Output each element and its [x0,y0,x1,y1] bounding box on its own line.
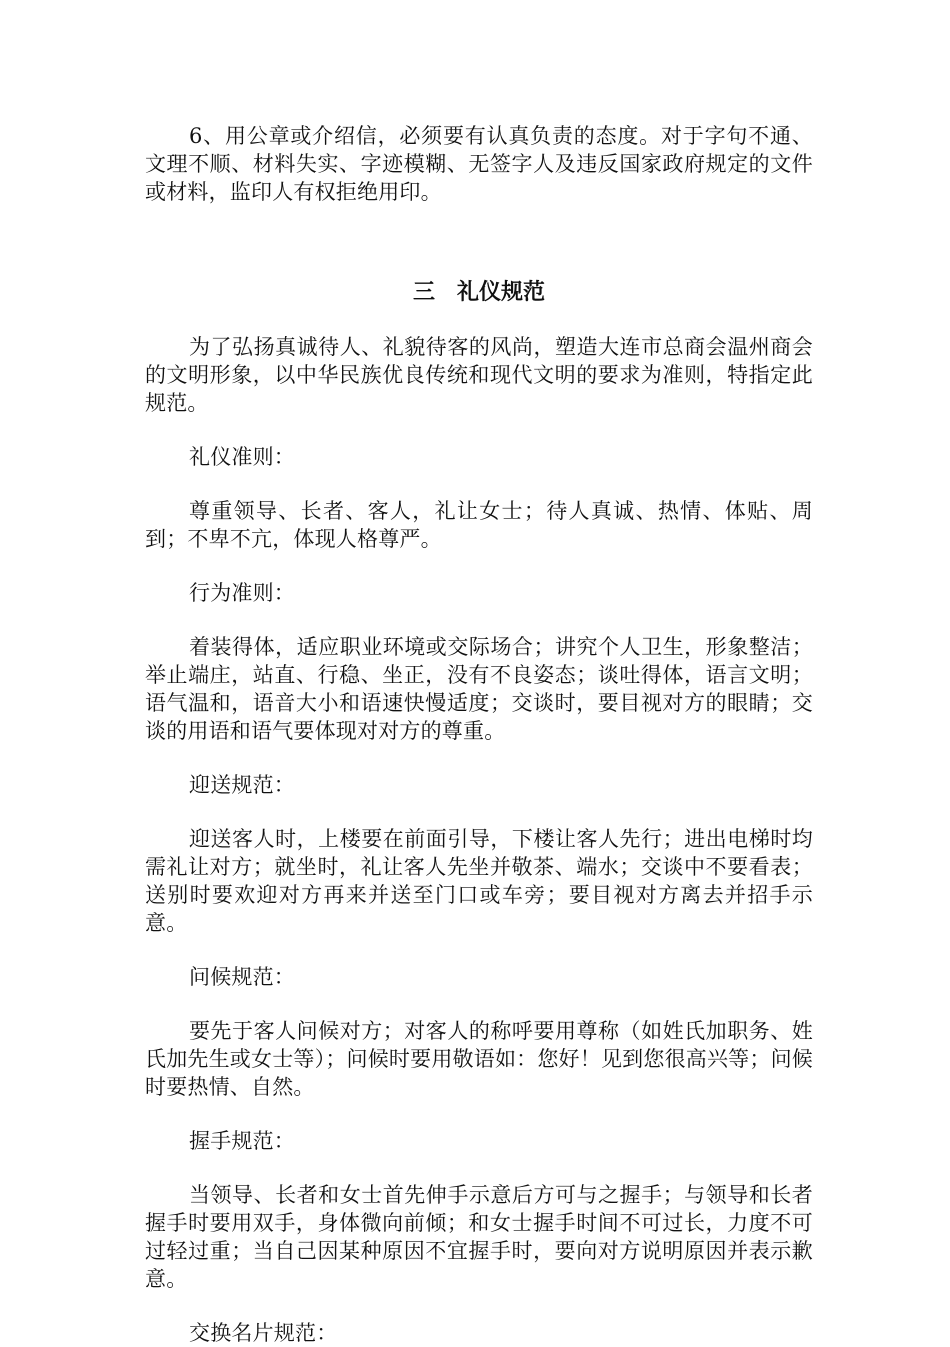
seal-usage-paragraph: 6、用公章或介绍信，必须要有认真负责的态度。对于字句不通、文理不顺、材料失实、字迹模糊、无签字人及违反国家政府规定的文件或材料，监印人有权拒绝用印。 [145,124,813,204]
reception-label: 迎送规范： [189,773,295,797]
etiquette-label: 礼仪准则： [189,445,295,469]
handshake-label: 握手规范： [189,1129,295,1153]
reception-text: 迎送客人时，上楼要在前面引导，下楼让客人先行；进出电梯时均需礼让对方；就坐时，礼让客人先坐并敬茶、端水；交谈中不要看表；送别时要欢迎对方再来并送至门口或车旁；要目视对方离去并招手示意。 [145,827,813,935]
handshake-text: 当领导、长者和女士首先伸手示意后方可与之握手；与领导和长者握手时要用双手，身体微向前倾；和女士握手时间不可过长，力度不可过轻过重；当自己因某种原因不宜握手时，要向对方说明原因并表示歉意。 [145,1183,813,1291]
spacer [145,553,813,579]
spacer [145,745,813,771]
business-card-label: 交换名片规范： [189,1321,338,1345]
document-page [145,122,813,1347]
spacer [145,1101,813,1127]
spacer [145,607,813,633]
conduct-label: 行为准则： [189,581,295,605]
spacer [145,471,813,497]
greeting-text: 要先于客人问候对方；对客人的称呼要用尊称（如姓氏加职务、姓氏加先生或女士等）；问候时要用敬语如：您好！见到您很高兴等；问候时要热情、自然。 [145,1019,813,1099]
conduct-text: 着装得体，适应职业环境或交际场合；讲究个人卫生，形象整洁；举止端庄，站直、行稳、坐正，没有不良姿态；谈吐得体，语言文明；语气温和，语音大小和语速快慢适度；交谈时，要目视对方的眼睛；交谈的用语和语气要体现对对方的尊重。 [145,635,813,743]
spacer [145,417,813,443]
spacer [145,937,813,963]
section-title: 三 礼仪规范 [412,280,545,305]
spacer [145,307,813,333]
spacer [145,1155,813,1181]
greeting-label: 问候规范： [189,965,295,989]
section-spacer [145,206,813,279]
spacer [145,1293,813,1319]
spacer [145,991,813,1017]
etiquette-text: 尊重领导、长者、客人，礼让女士；待人真诚、热情、体贴、周到；不卑不亢，体现人格尊严。 [145,499,813,551]
spacer [145,799,813,825]
purpose-paragraph: 为了弘扬真诚待人、礼貌待客的风尚，塑造大连市总商会温州商会的文明形象，以中华民族优良传统和现代文明的要求为准则，特指定此规范。 [145,335,813,415]
